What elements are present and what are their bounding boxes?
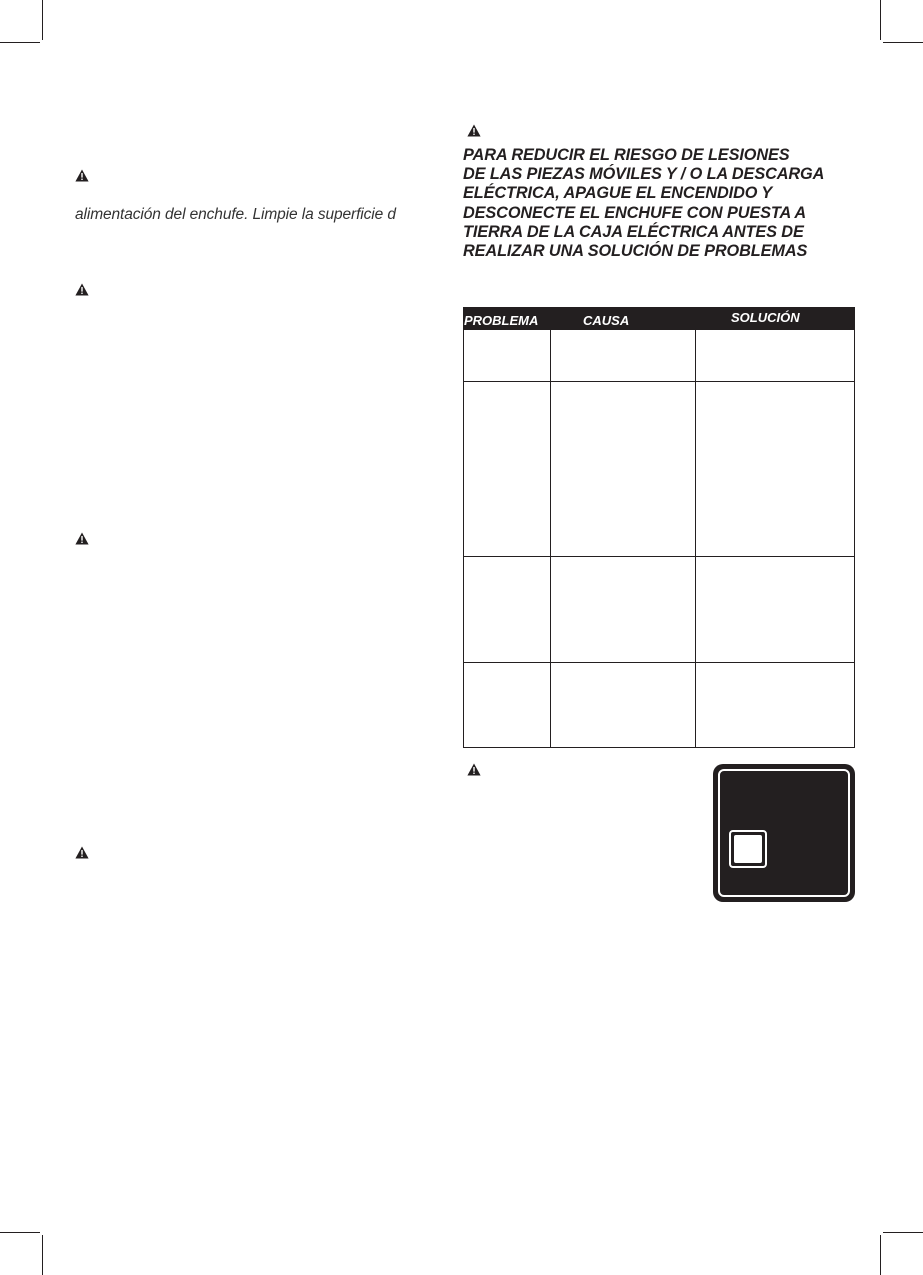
column-divider: [695, 330, 696, 747]
header-cause: CAUSA: [583, 313, 630, 328]
body-text-line: alimentación del enchufe. Limpie la superficie d: [75, 206, 396, 223]
table-header: [463, 307, 855, 330]
crop-mark: [883, 1232, 923, 1233]
warning-line: REALIZAR UNA SOLUCIÓN DE PROBLEMAS: [463, 242, 808, 261]
warning-triangle-icon: [75, 846, 89, 859]
crop-mark: [42, 1235, 43, 1275]
table-body: [463, 330, 855, 748]
badge-small-square-fill: [734, 835, 762, 863]
table-row: [464, 382, 854, 557]
table-row: [464, 330, 854, 382]
crop-mark: [42, 0, 43, 40]
crop-mark: [0, 42, 40, 43]
warning-line: ELÉCTRICA, APAGUE EL ENCENDIDO Y: [463, 184, 773, 203]
warning-line: DESCONECTE EL ENCHUFE CON PUESTA A: [463, 203, 807, 222]
dark-square-badge-icon: [713, 764, 855, 902]
warning-triangle-icon: [467, 763, 481, 776]
crop-mark: [883, 42, 923, 43]
column-divider: [550, 330, 551, 747]
warning-line: TIERRA DE LA CAJA ELÉCTRICA ANTES DE: [463, 222, 804, 241]
warning-line: DE LAS PIEZAS MÓVILES Y / O LA DESCARGA: [463, 165, 825, 184]
header-solution: SOLUCIÓN: [731, 310, 800, 325]
troubleshooting-table: [463, 307, 855, 748]
table-row: [464, 557, 854, 663]
crop-mark: [880, 0, 881, 40]
crop-mark: [880, 1235, 881, 1275]
warning-triangle-icon: [75, 169, 89, 182]
warning-triangle-icon: [75, 532, 89, 545]
header-problem: PROBLEMA: [464, 313, 539, 328]
safety-warning-text: [463, 146, 863, 261]
badge-small-square: [729, 830, 767, 868]
crop-mark: [0, 1232, 40, 1233]
warning-line: PARA REDUCIR EL RIESGO DE LESIONES: [463, 146, 790, 164]
warning-triangle-icon: [467, 124, 481, 137]
warning-triangle-icon: [75, 283, 89, 296]
